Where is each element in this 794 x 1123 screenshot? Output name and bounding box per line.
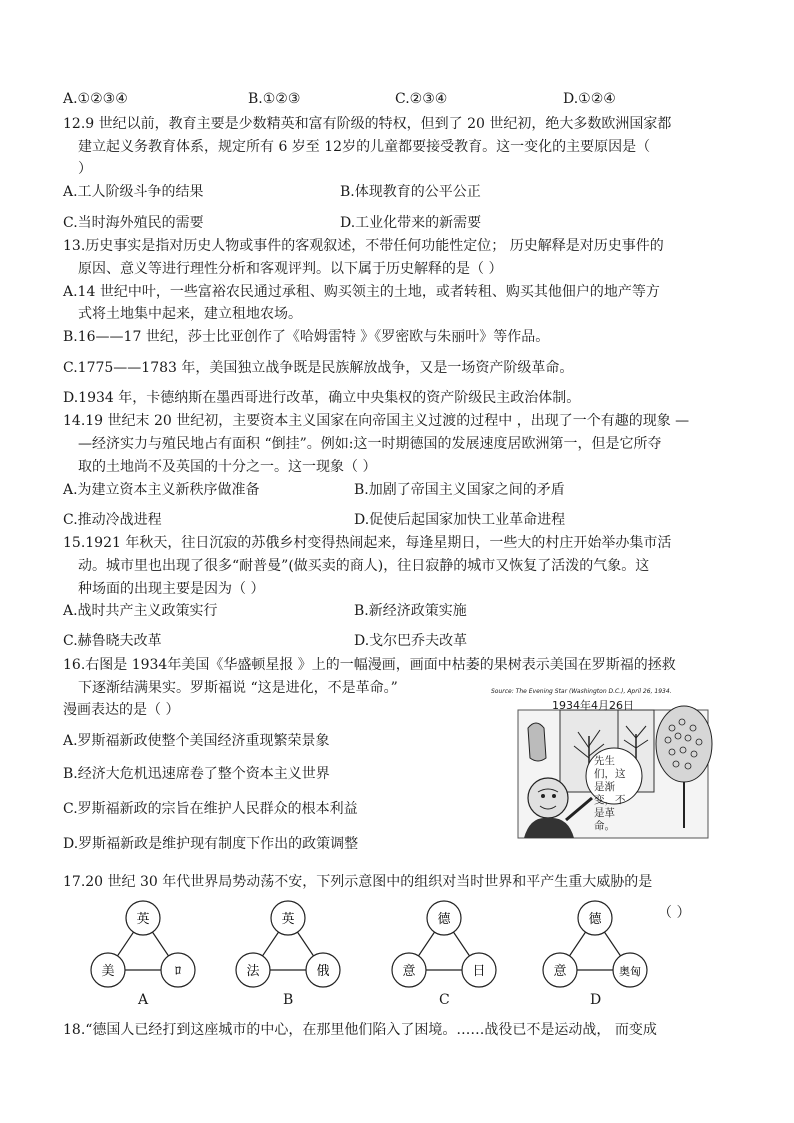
- diagram-d-node-left: 意: [553, 964, 567, 979]
- diagram-a-node-top: 英: [136, 912, 150, 927]
- q15-option-d: D.戈尔巴乔夫改革: [354, 633, 468, 649]
- q16-stem-line1: 16.右图是 1934年美国《华盛顿星报 》上的一幅漫画，画面中枯萎的果树表示美国在罗斯福的拯救: [63, 657, 676, 673]
- diagram-a-label: A: [138, 992, 149, 1008]
- q12-stem-line2: 建立起义务教育体系，规定所有 6 岁至 12岁的儿童都要接受教育。这一变化的主要原因是（: [78, 139, 651, 155]
- q17-diagram-d: [540, 898, 650, 1013]
- q13-option-d: D.1934 年，卡德纳斯在墨西哥进行改革，确立中央集权的资产阶级民主政治体制。: [63, 390, 581, 406]
- q12-option-b: B.体现教育的公平公正: [340, 184, 481, 200]
- q16-option-a: A.罗斯福新政使整个美国经济重现繁荣景象: [63, 733, 330, 749]
- q15-option-a: A.战时共产主义政策实行: [63, 603, 218, 619]
- diagram-b-node-right: 俄: [316, 964, 330, 979]
- q14-option-c: C.推动冷战进程: [63, 512, 162, 528]
- q13-stem-line1: 13.历史事实是指对历史人物或事件的客观叙述，不带任何功能性定位； 历史解释是对历史事件的: [63, 238, 664, 254]
- q13-option-a-line1: A.14 世纪中叶，一些富裕农民通过承租、购买领主的土地，或者转租、购买其他佃户的地产等方: [63, 284, 660, 300]
- diagram-d-node-right: 奥匈: [619, 965, 641, 978]
- q18-stem-line1: 18.“德国人已经打到这座城市的中心，在那里他们陷入了困境。……战役已不是运动战， 而变成: [63, 1022, 657, 1038]
- q16-option-d: D.罗斯福新政是维护现有制度下作出的政策调整: [63, 836, 359, 852]
- q15-option-b: B.新经济政策实施: [354, 603, 467, 619]
- diagram-c-node-top: 德: [437, 912, 451, 927]
- diagram-c-node-left: 意: [402, 964, 416, 979]
- q12-option-d: D.工业化带来的新需要: [340, 215, 482, 231]
- cartoon-speech-bubble: 先生们，这是渐变，不是革命。: [594, 755, 626, 832]
- q17-diagram-a: [88, 898, 198, 1013]
- q14-stem-line3: 取的土地尚不及英国的十分之一。这一现象（ ）: [78, 459, 377, 475]
- q11-option-a: A.①②③④: [63, 91, 128, 107]
- q13-stem-line2: 原因、意义等进行理性分析和客观评判。以下属于历史解释的是（ ）: [78, 261, 503, 277]
- q12-stem-line3: ）: [78, 161, 92, 177]
- q17-stem: 17.20 世纪 30 年代世界局势动荡不安，下列示意图中的组织对当时世界和平产生重大威胁的是: [63, 874, 653, 890]
- q17-answer-blank: （ ）: [658, 905, 691, 921]
- q11-option-d: D.①②④: [563, 91, 616, 107]
- q12-stem-line1: 12.9 世纪以前，教育主要是少数精英和富有阶级的特权，但到了 20 世纪初，绝大多数欧洲国家都: [63, 116, 672, 132]
- cartoon-date: 1934年4月26日: [552, 699, 634, 712]
- roosevelt-cartoon: [488, 688, 720, 844]
- q13-option-b: B.16——17 世纪，莎士比亚创作了《哈姆雷特 》《罗密欧与朱丽叶》等作品。: [63, 329, 550, 345]
- q16-stem-line2: 下逐渐结满果实。罗斯福说 “这是进化，不是革命。”: [78, 680, 398, 696]
- diagram-a-node-left: 美: [101, 964, 115, 979]
- q15-option-c: C.赫鲁晓夫改革: [63, 633, 162, 649]
- q13-option-a-line2: 式将土地集中起来，建立租地农场。: [78, 306, 302, 322]
- cartoon-source: Source: The Evening Star (Washington D.C.), April 26, 1934.: [491, 688, 672, 695]
- q13-option-c: C.1775——1783 年，美国独立战争既是民族解放战争，又是一场资产阶级革命。: [63, 360, 574, 376]
- diagram-b-label: B: [283, 992, 294, 1008]
- q14-option-d: D.促使后起国家加快工业革命进程: [354, 512, 566, 528]
- diagram-c-node-right: 日: [472, 964, 486, 979]
- diagram-b-node-top: 英: [281, 912, 295, 927]
- q15-stem-line1: 15.1921 年秋天，往日沉寂的苏俄乡村变得热闹起来，每逢星期日，一些大的村庄开始举办集市活: [63, 535, 672, 551]
- q15-stem-line3: 种场面的出现主要是因为（ ）: [78, 581, 265, 597]
- q16-option-c: C.罗斯福新政的宗旨在维护人民群众的根本利益: [63, 801, 358, 817]
- q14-stem-line1: 14.19 世纪末 20 世纪初，主要资本主义国家在向帝国主义过渡的过程中 ，出现了一个有趣的现象 —: [63, 413, 690, 429]
- q11-option-b: B.①②③: [248, 91, 301, 107]
- q11-option-c: C.②③④: [395, 91, 448, 107]
- diagram-d-node-top: 德: [588, 912, 602, 927]
- q14-option-a: A.为建立资本主义新秩序做准备: [63, 482, 260, 498]
- diagram-a-node-right: ﾛ: [174, 964, 182, 979]
- q15-stem-line2: 动。城市里也出现了很多“耐普曼”(做买卖的商人)，往日寂静的城市又恢复了活泼的气象。这: [78, 558, 650, 574]
- q17-diagram-b: [233, 898, 343, 1013]
- q14-stem-line2: —经济实力与殖民地占有面积 “倒挂”。例如:这一时期德国的发展速度居欧洲第一，但是它所夺: [78, 436, 662, 452]
- q12-option-c: C.当时海外殖民的需要: [63, 215, 204, 231]
- q17-diagram-c: [389, 898, 499, 1013]
- diagram-d-label: D: [590, 992, 602, 1008]
- diagram-c-label: C: [439, 992, 450, 1008]
- diagram-b-node-left: 法: [246, 964, 260, 979]
- q16-stem-line3: 漫画表达的是（ ）: [63, 702, 180, 718]
- q16-option-b: B.经济大危机迅速席卷了整个资本主义世界: [63, 766, 330, 782]
- q14-option-b: B.加剧了帝国主义国家之间的矛盾: [354, 482, 565, 498]
- q12-option-a: A.工人阶级斗争的结果: [63, 184, 204, 200]
